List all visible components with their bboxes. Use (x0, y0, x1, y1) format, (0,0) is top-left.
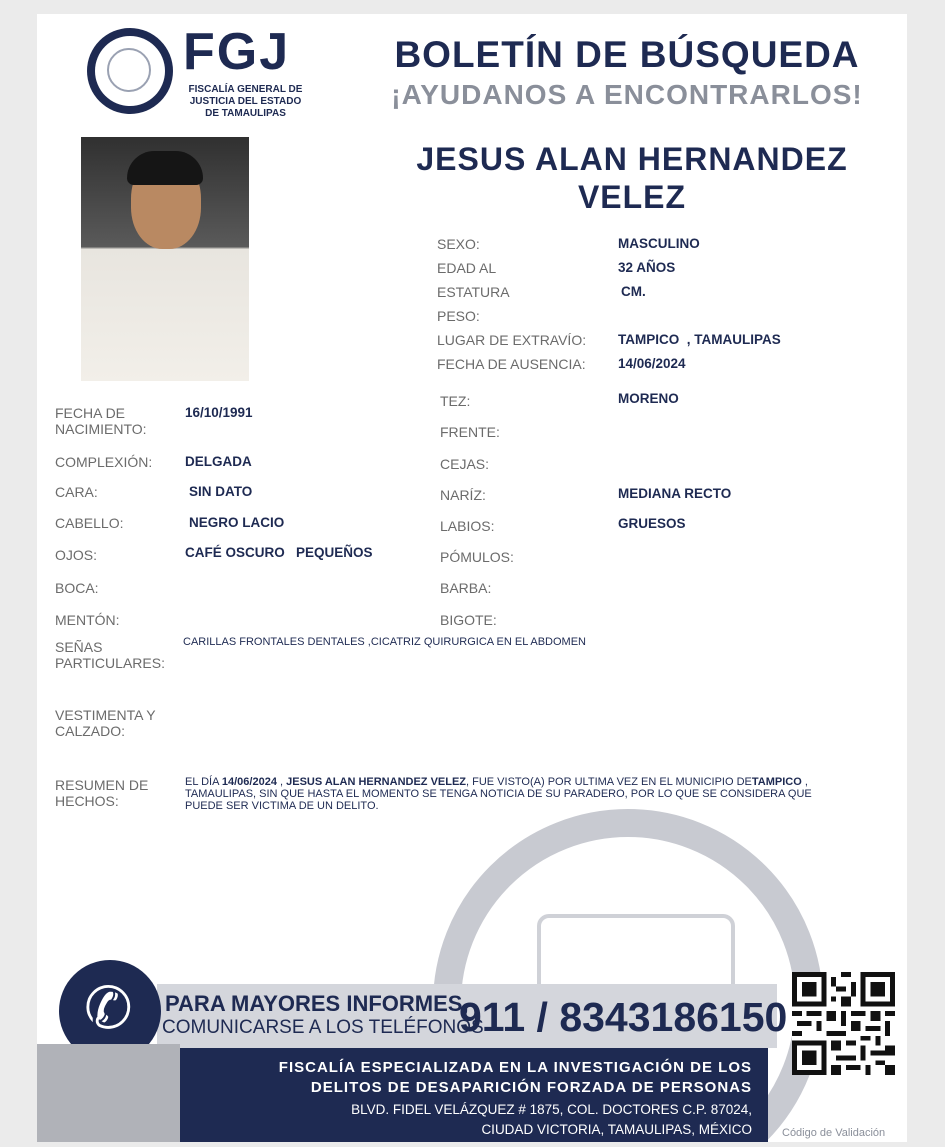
value-fecha-nacimiento: 16/10/1991 (185, 405, 253, 420)
label-peso: PESO: (437, 308, 480, 324)
fiscalia-name: FISCALÍA ESPECIALIZADA EN LA INVESTIGACIÓN DE LOS DELITOS DE DESAPARICIÓN FORZADA DE PERSONAS (278, 1059, 752, 1096)
fgj-seal-logo (87, 28, 173, 114)
label-frente: FRENTE: (440, 424, 500, 440)
fiscalia-address: BLVD. FIDEL VELÁZQUEZ # 1875, COL. DOCTORES C.P. 87024, CIUDAD VICTORIA, TAMAULIPAS, MÉXICO (351, 1102, 752, 1137)
value-fecha-ausencia: 14/06/2024 (618, 356, 686, 371)
value-estatura: CM. (621, 284, 646, 299)
value-ojos: CAFÉ OSCURO PEQUEÑOS (185, 545, 373, 560)
value-cabello: NEGRO LACIO (189, 515, 285, 530)
org-name: FISCALÍA GENERAL DE JUSTICIA DEL ESTADO DE TAMAULIPAS (188, 84, 303, 119)
label-cara: CARA: (55, 484, 98, 500)
bulletin-title: BOLETÍN DE BÚSQUEDA (394, 34, 860, 75)
label-estatura: ESTATURA (437, 284, 510, 300)
label-senas-particulares: SEÑAS PARTICULARES: (55, 639, 165, 671)
label-vestimenta: VESTIMENTA Y CALZADO: (55, 707, 156, 739)
coat-of-arms-icon (107, 48, 151, 92)
resumen-text: EL DÍA 14/06/2024 , JESUS ALAN HERNANDEZ VELEZ, FUE VISTO(A) POR ULTIMA VEZ EN EL MUNICIPIO DETAMPICO , TAMAULIPAS, SIN QUE HASTA EL MOMENTO SE TENGA NOTICIA DE SU PARADERO, POR LO QUE SE CONSIDERA QUE PUEDE SER VICTIMA DE UN DELITO. (185, 776, 812, 812)
value-tez: MORENO (618, 391, 679, 406)
value-senas-particulares: CARILLAS FRONTALES DENTALES ,CICATRIZ QUIRURGICA EN EL ABDOMEN (183, 636, 587, 648)
label-fecha-ausencia: FECHA DE AUSENCIA: (437, 356, 586, 372)
label-edad: EDAD AL (437, 260, 497, 276)
value-sexo: MASCULINO (618, 236, 700, 251)
org-acronym: FGJ (183, 23, 291, 81)
phone-icon: ✆ (84, 976, 133, 1041)
label-labios: LABIOS: (440, 518, 495, 534)
label-fecha-nacimiento: FECHA DE NACIMIENTO: (55, 405, 147, 437)
label-resumen: RESUMEN DE HECHOS: (55, 777, 149, 809)
value-lugar-extravio: TAMPICO , TAMAULIPAS (618, 332, 781, 347)
label-cejas: CEJAS: (440, 456, 490, 472)
label-pomulos: PÓMULOS: (440, 549, 514, 565)
value-cara: SIN DATO (189, 484, 253, 499)
label-complexion: COMPLEXIÓN: (55, 454, 153, 470)
label-nariz: NARÍZ: (440, 487, 486, 503)
bulletin-sheet (37, 14, 907, 1142)
label-tez: TEZ: (440, 393, 471, 409)
more-info-text: PARA MAYORES INFORMES, (165, 991, 469, 1016)
bulletin-subtitle: ¡AYUDANOS A ENCONTRARLOS! (391, 79, 863, 110)
person-name: JESUS ALAN HERNANDEZ VELEZ (416, 141, 848, 215)
value-complexion: DELGADA (185, 454, 252, 469)
label-sexo: SEXO: (437, 236, 480, 252)
photo-hair (127, 151, 203, 185)
label-lugar-extravio: LUGAR DE EXTRAVÍO: (437, 332, 587, 348)
footer-grey-band (37, 1044, 180, 1142)
label-boca: BOCA: (55, 580, 99, 596)
missing-person-photo (81, 137, 249, 381)
value-nariz: MEDIANA RECTO (618, 486, 732, 501)
phone-numbers[interactable]: 911 / 8343186150 (459, 994, 788, 1040)
validation-code-label: Código de Validación (782, 1127, 886, 1139)
label-cabello: CABELLO: (55, 515, 124, 531)
label-ojos: OJOS: (55, 547, 98, 563)
label-menton: MENTÓN: (55, 612, 120, 628)
contact-phones-text: COMUNICARSE A LOS TELÉFONOS (162, 1017, 484, 1038)
label-barba: BARBA: (440, 580, 492, 596)
value-edad: 32 AÑOS (618, 260, 676, 275)
qr-code-icon[interactable] (792, 972, 895, 1075)
value-labios: GRUESOS (618, 516, 686, 531)
label-bigote: BIGOTE: (440, 612, 497, 628)
